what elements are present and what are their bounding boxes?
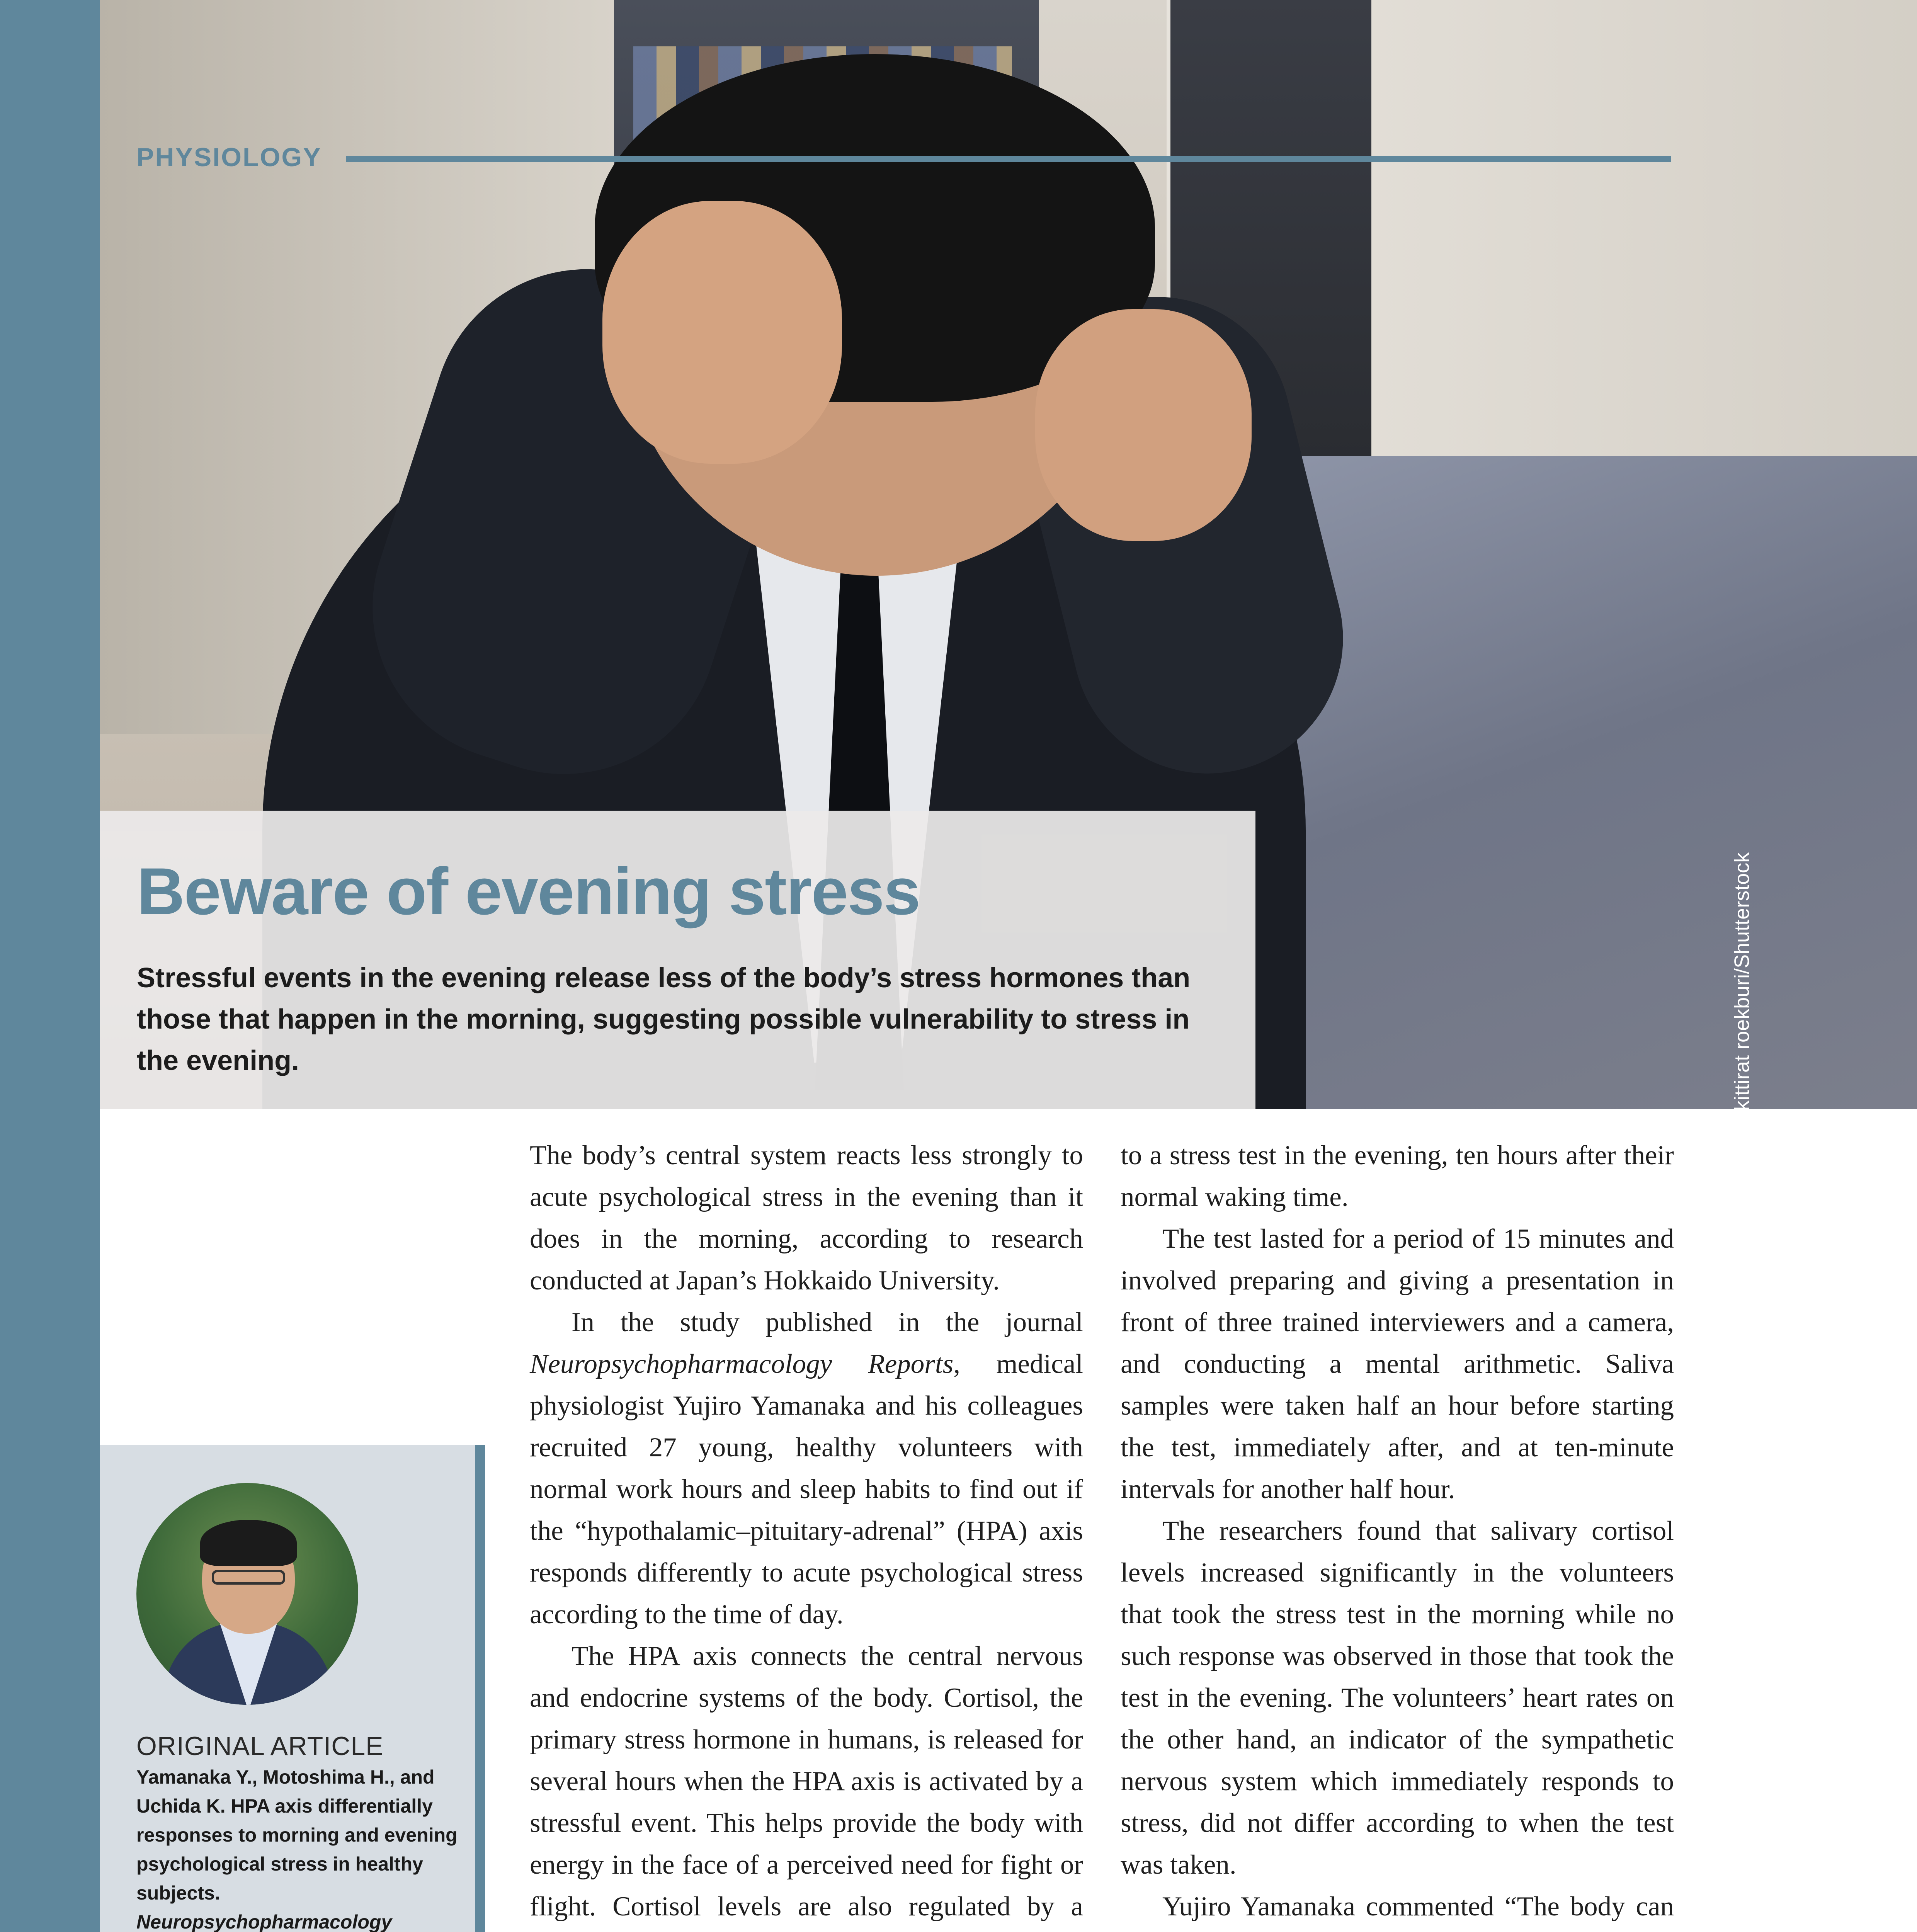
paragraph: The HPA axis connects the central nervous and endocrine systems of the body. Cortisol, the primary stress hormone in humans, is released for several hours when the HPA axis is activated by a stressful event. This helps provide the body with energy in the face of a perceived need for fight or flight. Cortisol levels are also regulated by a [530, 1641, 1083, 1922]
original-article-heading: ORIGINAL ARTICLE [136, 1731, 384, 1761]
paragraph: The test lasted for a period of 15 minutes and involved preparing and giving a presentation in front of three trained interviewers and a camera, and conducting a mental arithmetic. Saliva samples were taken half an hour before starting the test, immediately after, and at ten-minute intervals for another half hour. [1121, 1224, 1674, 1504]
original-article-block [136, 1731, 461, 1932]
body-column-1 [530, 1134, 1083, 1932]
paragraph: In the study published in the journal Neuropsychopharmacology Reports, medical physiologist Yujiro Yamanaka and his colleagues recruited 27 young, healthy volunteers with normal work hours and sleep habits to find out if the “hypothalamic–pituitary-adrenal” (HPA) axis responds differently to acute psychological stress according to the time of day. [530, 1307, 1083, 1629]
body-column-2 [1121, 1134, 1674, 1932]
author-portrait [136, 1483, 358, 1705]
title-box [100, 811, 1255, 1109]
original-article-citation: Yamanaka Y., Motoshima H., and Uchida K. HPA axis differentially responses to morning and evening psychological stress in healthy subjects. Neuropsychopharmacology [136, 1766, 458, 1932]
photo-credit: kittirat roekburi/Shutterstock [1730, 852, 1754, 1111]
paragraph: The researchers found that salivary cortisol levels increased significantly in the volunteers that took the stress test in the morning while no such response was observed in those that took the test in the evening. The volunteers’ heart rates on the other hand, an indicator of the sympathetic nervous system which immediately responds to stress, did not differ according to when the test was taken. [1121, 1516, 1674, 1880]
article-title: Beware of evening stress [137, 854, 920, 929]
paragraph: to a stress test in the evening, ten hours after their normal waking time. [1121, 1140, 1674, 1212]
paragraph: The body’s central system reacts less strongly to acute psychological stress in the evening than it does in the morning, according to research conducted at Japan’s Hokkaido University. [530, 1140, 1083, 1296]
section-rule [346, 156, 1671, 162]
sidebar-rule [475, 1445, 485, 1932]
section-label: PHYSIOLOGY [136, 143, 322, 172]
left-accent-bar [0, 0, 100, 1932]
paragraph: Yujiro Yamanaka commented “The body can [1162, 1891, 1674, 1922]
article-subtitle: Stressful events in the evening release less of the body’s stress hormones than those that happen in the morning, suggesting possible vulnerability to stress in the evening. [137, 963, 1191, 1076]
